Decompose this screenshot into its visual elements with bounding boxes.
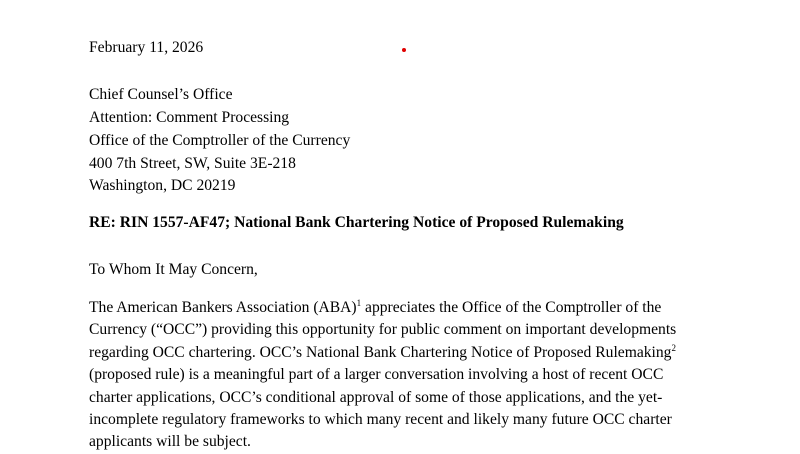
paragraph-text: The American Bankers Association (ABA) <box>89 299 357 316</box>
subject-line: RE: RIN 1557-AF47; National Bank Chartering Notice of Proposed Rulemaking <box>89 214 624 231</box>
address-line-attention: Attention: Comment Processing <box>89 109 290 126</box>
footnote-marker-1[interactable]: 1 <box>356 298 362 308</box>
salutation: To Whom It May Concern, <box>89 261 258 278</box>
paragraph-line-1 <box>89 297 676 319</box>
paragraph-line-7: applicants will be subject. <box>89 433 251 451</box>
address-line-office: Office of the Comptroller of the Currency <box>89 132 351 149</box>
footnote-marker-2[interactable]: 2 <box>671 342 676 353</box>
paragraph-line-4: (proposed rule) is a meaningful part of a larger conversation involving a host of recent OCC <box>89 366 664 384</box>
paragraph-text: appreciates the Office of the Comptroller of the <box>361 299 662 316</box>
paragraph-text: regarding OCC chartering. OCC’s National Bank Chartering Notice of Proposed Rulemaking <box>89 343 672 361</box>
red-marker-dot <box>402 48 406 52</box>
paragraph-line-3 <box>89 342 676 364</box>
paragraph-line-6: incomplete regulatory frameworks to which many recent and likely many future OCC charter <box>89 411 672 429</box>
address-line-street: 400 7th Street, SW, Suite 3E-218 <box>89 155 296 172</box>
paragraph-line-5: charter applications, OCC’s conditional approval of some of those applications, and the yet- <box>89 388 663 406</box>
address-line-recipient: Chief Counsel’s Office <box>89 86 233 103</box>
body-paragraph <box>89 297 676 454</box>
letter-date: February 11, 2026 <box>89 39 204 56</box>
address-line-city: Washington, DC 20219 <box>89 177 236 194</box>
paragraph-line-2: Currency (“OCC”) providing this opportunity for public comment on important developments <box>89 321 677 339</box>
